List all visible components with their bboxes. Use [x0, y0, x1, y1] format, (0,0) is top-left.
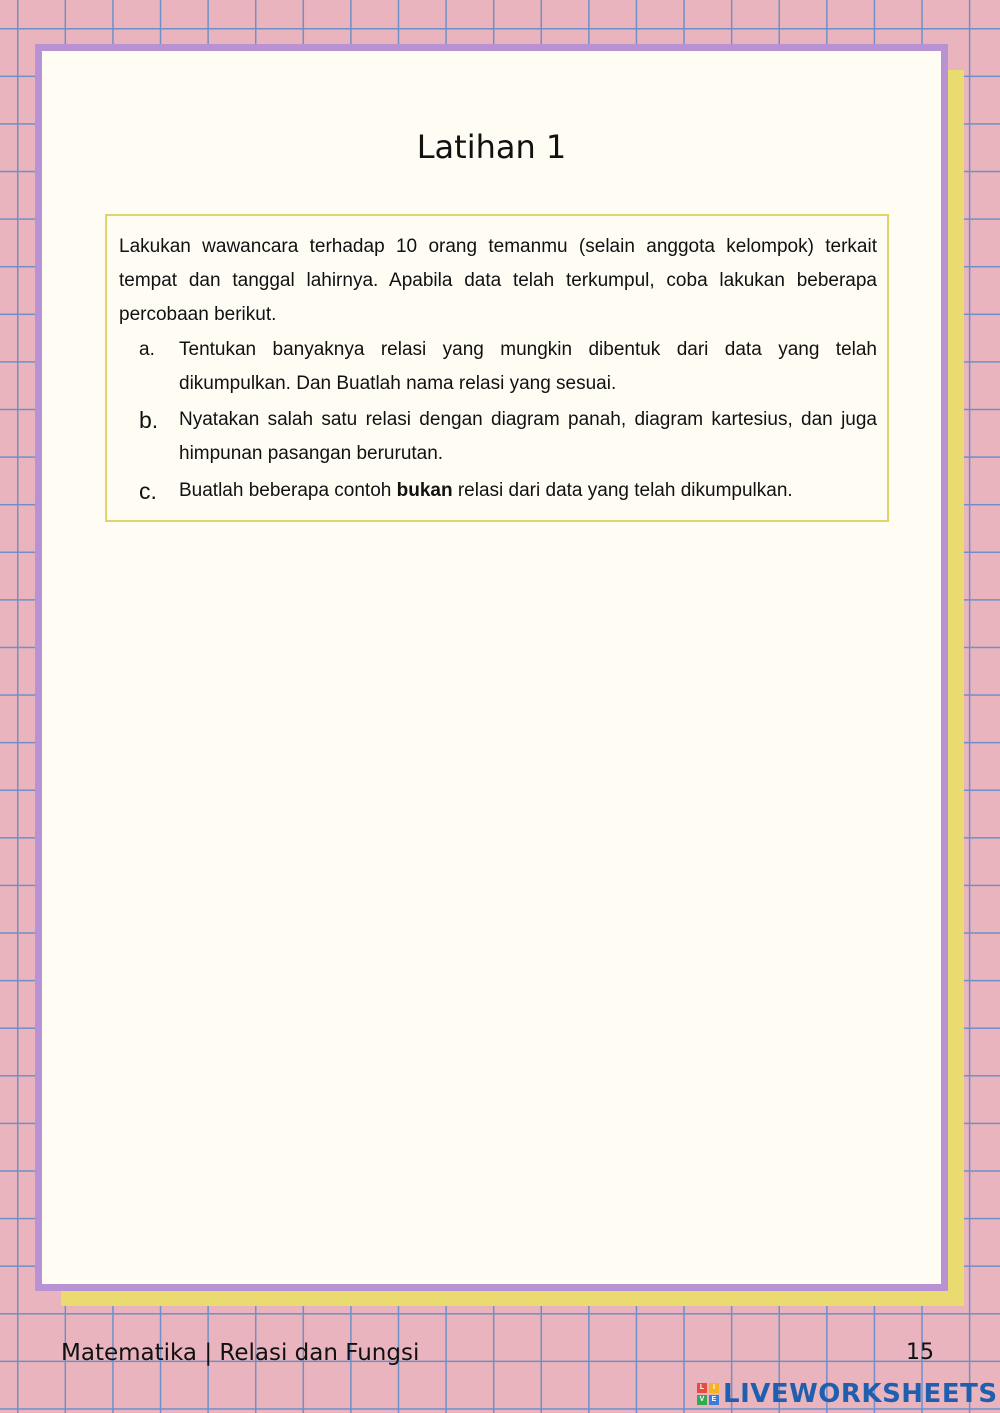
page-title: Latihan 1	[416, 128, 567, 166]
item-text-c-after: relasi dari data yang telah dikumpulkan.	[452, 480, 793, 501]
logo-letter-e: E	[709, 1395, 719, 1405]
liveworksheets-icon	[697, 1383, 720, 1406]
footer-subject: Matematika | Relasi dan Fungsi	[61, 1340, 420, 1366]
item-text-c-bold: bukan	[396, 480, 453, 501]
task-box	[105, 214, 889, 522]
worksheet-page	[35, 44, 948, 1291]
item-marker-b: b.	[139, 407, 159, 433]
item-marker-a: a.	[139, 339, 155, 360]
list-item-b	[139, 403, 877, 471]
page-number: 15	[906, 1340, 934, 1365]
item-marker-c: c.	[139, 478, 157, 504]
liveworksheets-logo[interactable]	[697, 1380, 998, 1408]
logo-letter-v: V	[697, 1395, 707, 1405]
intro-text: Lakukan wawancara terhadap 10 orang temanmu (selain anggota kelompok) terkait tempat dan tanggal lahirnya. Apabila data telah terkumpul, coba lakukan beberapa percobaan berikut.	[119, 236, 877, 325]
item-text-b: Nyatakan salah satu relasi dengan diagram panah, diagram kartesius, dan juga himpunan pasangan berurutan.	[179, 409, 877, 464]
item-text-c-before: Buatlah beberapa contoh	[179, 480, 397, 501]
logo-letter-i: I	[709, 1383, 719, 1393]
item-text-a: Tentukan banyaknya relasi yang mungkin dibentuk dari data yang telah dikumpulkan. Dan Buatlah nama relasi yang sesuai.	[179, 339, 877, 394]
logo-letter-l: L	[697, 1383, 707, 1393]
item-text-c	[179, 474, 877, 508]
list-item-a	[139, 333, 877, 401]
liveworksheets-text: LIVEWORKSHEETS	[723, 1379, 998, 1409]
list-item-c	[139, 474, 877, 508]
